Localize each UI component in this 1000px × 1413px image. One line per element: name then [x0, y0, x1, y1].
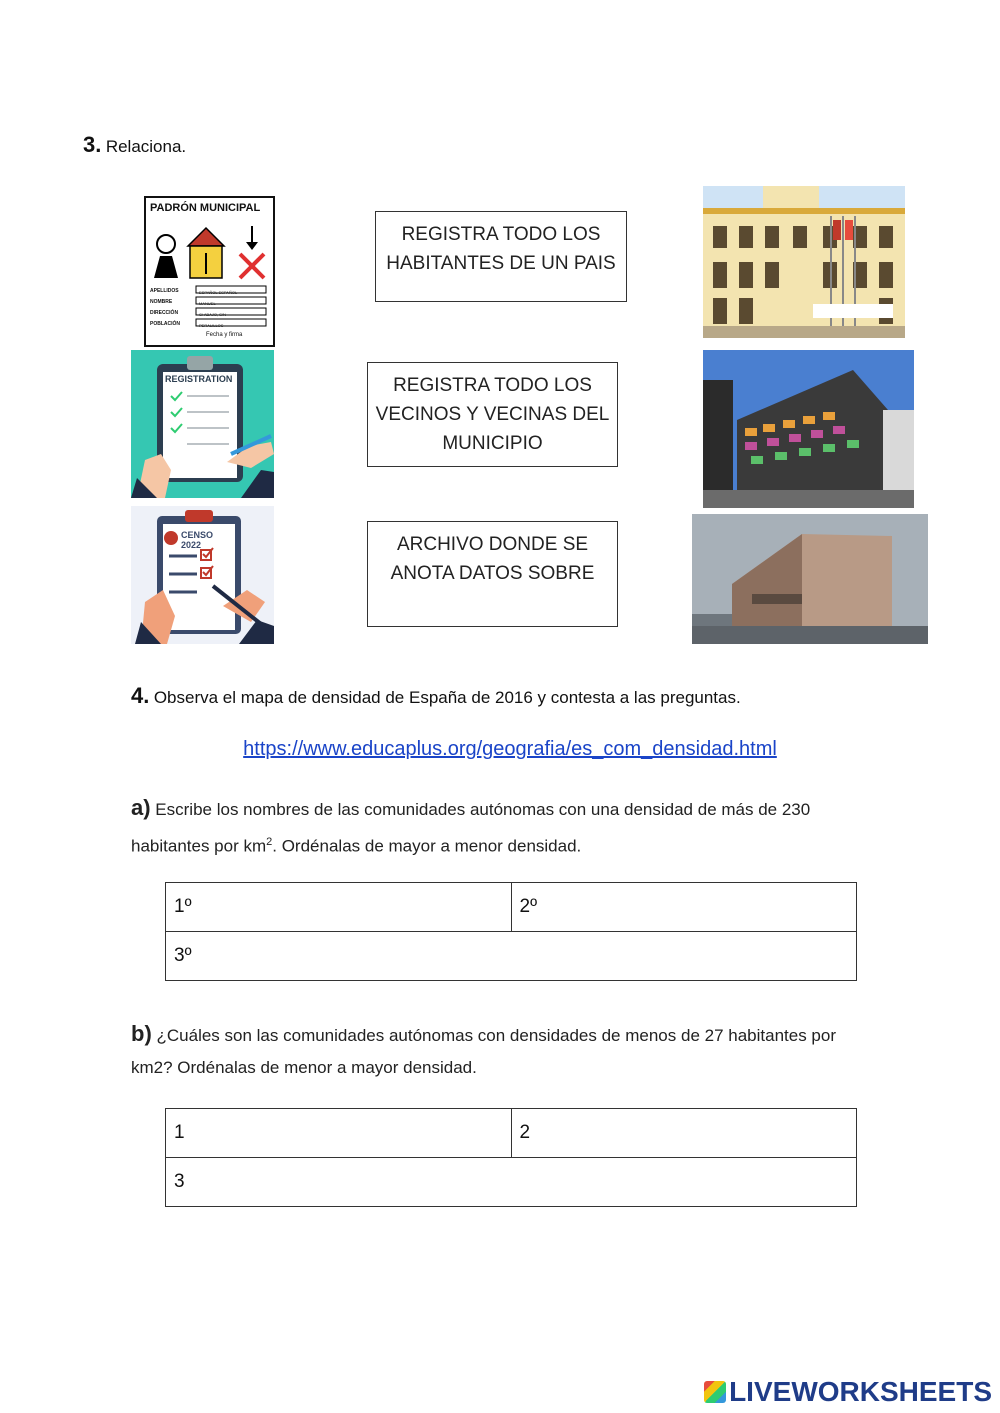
padron-field: DIRECCIÓN: [150, 310, 179, 316]
census-building-photo: [692, 514, 928, 644]
town-hall-building-icon: [703, 186, 905, 338]
registration-image: [131, 350, 274, 498]
registration-title: REGISTRATION: [165, 374, 233, 384]
question-text: Escribe los nombres de las comunidades autónomas con una densidad de más de 230 habitantes por km: [131, 800, 811, 856]
question-b: [131, 1018, 861, 1084]
clipboard-icon: [131, 350, 274, 498]
question-label: b): [131, 1021, 152, 1046]
censo-image: [131, 506, 274, 644]
town-hall-photo: [703, 186, 905, 338]
padron-field: POBLACIÓN: [150, 321, 180, 327]
padron-value: MANUEL: [199, 301, 216, 306]
match-box-3[interactable]: ARCHIVO DONDE SE ANOTA DATOS SOBRE: [367, 521, 618, 627]
brown-building-icon: [692, 514, 928, 644]
section-instruction: Observa el mapa de densidad de España de 2016 y contesta a las preguntas.: [153, 688, 741, 707]
modern-office-photo: [703, 350, 914, 508]
question-label: a): [131, 795, 151, 820]
section-number: 3.: [83, 132, 102, 157]
section-number: 4.: [131, 683, 150, 708]
superscript: 2: [266, 836, 273, 848]
brand-prefix: LIVE: [729, 1376, 792, 1407]
answer-table-b: [165, 1108, 857, 1207]
padron-field: APELLIDOS: [150, 288, 179, 294]
section-4-heading: [131, 683, 741, 709]
answer-cell[interactable]: 2: [511, 1109, 857, 1158]
liveworksheets-logo: [704, 1376, 992, 1408]
logo-icon: [704, 1381, 726, 1403]
question-text: ¿Cuáles son las comunidades autónomas con densidades de menos de 27 habitantes por km2? Ordénalas de menor a mayor densidad.: [131, 1026, 836, 1077]
padron-field-list: [150, 286, 180, 330]
padron-footer: Fecha y firma: [206, 332, 243, 338]
section-instruction: Relaciona.: [105, 137, 187, 156]
padron-value-list: [199, 287, 237, 331]
question-a: [131, 792, 861, 863]
match-box-2[interactable]: REGISTRA TODO LOS VECINOS Y VECINAS DEL MUNICIPIO: [367, 362, 618, 467]
answer-cell[interactable]: 2º: [511, 883, 857, 932]
brand-rest: WORKSHEETS: [791, 1376, 992, 1407]
padron-value: PERALILLOS: [199, 323, 224, 328]
answer-cell[interactable]: 1º: [166, 883, 512, 932]
answer-cell[interactable]: 3º: [166, 932, 857, 981]
answer-table-a: [165, 882, 857, 981]
match-box-1[interactable]: REGISTRA TODO LOS HABITANTES DE UN PAIS: [375, 211, 627, 302]
answer-cell[interactable]: 3: [166, 1158, 857, 1207]
padron-title: PADRÓN MUNICIPAL: [150, 202, 261, 214]
office-building-icon: [703, 350, 914, 508]
density-map-link[interactable]: https://www.educaplus.org/geografia/es_com_densidad.html: [243, 738, 777, 760]
answer-cell[interactable]: 1: [166, 1109, 512, 1158]
censo-title: CENSO 2022: [181, 530, 214, 550]
section-3-heading: [83, 132, 186, 158]
link-container: [0, 738, 1000, 761]
question-text-end: . Ordénalas de mayor a menor densidad.: [272, 836, 582, 856]
censo-clipboard-icon: [131, 506, 274, 644]
padron-value: C/ ABAJO, S/N: [199, 312, 226, 317]
padron-municipal-image: [144, 196, 275, 347]
padron-field: NOMBRE: [150, 299, 173, 305]
padron-value: ESPAÑOL ESPAÑOL: [199, 290, 238, 295]
